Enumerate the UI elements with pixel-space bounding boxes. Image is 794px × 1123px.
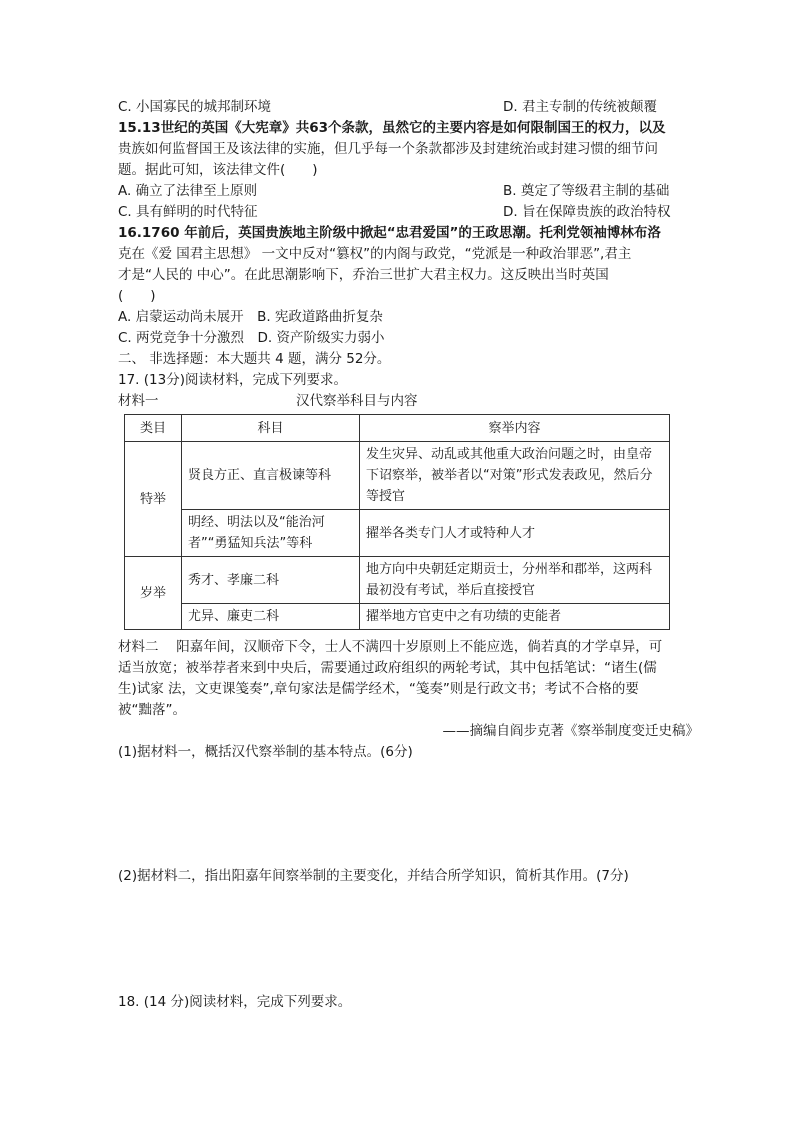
q16-stem-line-1: 16.1760 年前后，英国贵族地主阶级中掀起“忠君爱国”的王政思潮。托利党领袖博林布洛: [118, 225, 661, 241]
q18-intro: 18. (14 分)阅读材料，完成下列要求。: [118, 994, 352, 1010]
q15-option-a: A. 确立了法律至上原则: [118, 183, 258, 199]
q15-option-b: B. 奠定了等级君主制的基础: [503, 183, 670, 199]
table-cell-subject: 尤异、廉吏二科: [182, 604, 360, 630]
table-group-special: 特举: [125, 442, 182, 557]
material2-line-1: 材料二 阳嘉年间，汉顺帝下令，士人不满四十岁原则上不能应选，倘若真的才学卓异，可: [118, 639, 663, 655]
q15-options-ab: [118, 181, 670, 201]
section2-heading: 二、 非选择题：本大题共 4 题，满分 52分。: [118, 351, 391, 367]
table-cell-content: 擢举各类专门人才或特种人才: [360, 510, 670, 557]
table-row: [125, 510, 670, 557]
table-header-subject: 科目: [182, 415, 360, 442]
q17-intro: 17. (13分)阅读材料，完成下列要求。: [118, 372, 347, 388]
material1-header: [118, 391, 418, 411]
table-cell-subject: 明经、明法以及“能治河者”“勇猛知兵法”等科: [182, 510, 360, 557]
q14-option-d: D. 君主专制的传统被颠覆: [503, 99, 657, 115]
q16-stem-line-3: 才是“人民的 中心”。在此思潮影响下，乔治三世扩大君主权力。这反映出当时英国: [118, 267, 609, 283]
table-row: [125, 557, 670, 604]
q17-subquestion-2: (2)据材料二，指出阳嘉年间察举制的主要变化，并结合所学知识，简析其作用。(7分): [118, 868, 629, 884]
material2-source: ——摘编自阎步克著《察举制度变迁史稿》: [442, 723, 699, 739]
table-cell-content: 地方向中央朝廷定期贡士，分州举和郡举，这两科最初没有考试，举后直接授官: [360, 557, 670, 604]
q15-option-d: D. 旨在保障贵族的政治特权: [503, 204, 671, 220]
exam-table: [124, 414, 670, 630]
table-header-content: 察举内容: [360, 415, 670, 442]
material1-label: 材料一: [118, 393, 159, 409]
table-cell-content: 发生灾异、动乱或其他重大政治问题之时，由皇帝下诏察举，被举者以“对策”形式发表政见，然后分等授官: [360, 442, 670, 510]
table-group-annual: 岁举: [125, 557, 182, 630]
material2-line-4: 被“黜落”。: [118, 702, 186, 718]
material2-line-2: 适当放宽；被举荐者来到中央后，需要通过政府组织的两轮考试，其中包括笔试：“诸生(儒: [118, 660, 657, 676]
q16-options-ab: A. 启蒙运动尚未展开 B. 宪政道路曲折复杂: [118, 309, 383, 325]
table-row: [125, 604, 670, 630]
q15-options-cd: [118, 202, 671, 222]
q14-option-c: C. 小国寡民的城邦制环境: [118, 99, 272, 115]
q15-stem-line-1: 15.13世纪的英国《大宪章》共63个条款，虽然它的主要内容是如何限制国王的权力，以及: [118, 120, 666, 136]
q15-stem-line-2: 贵族如何监督国王及该法律的实施，但几乎每一个条款都涉及封建统治或封建习惯的细节问: [118, 141, 658, 157]
material2-line-3: 生)试家 法，文吏课笺奏”,章句家法是儒学经术，“笺奏”则是行政文书；考试不合格的要: [118, 681, 639, 697]
q16-options-cd: C. 两党竞争十分激烈 D. 资产阶级实力弱小: [118, 330, 385, 346]
q16-stem-line-4: ( ): [118, 288, 156, 304]
material1-title: 汉代察举科目与内容: [296, 393, 418, 409]
table-cell-content: 擢举地方官吏中之有功绩的吏能者: [360, 604, 670, 630]
q17-subquestion-1: (1)据材料一，概括汉代察举制的基本特点。(6分): [118, 744, 413, 760]
table-header-row: [125, 415, 670, 442]
table-cell-subject: 贤良方正、直言极谏等科: [182, 442, 360, 510]
q16-stem-line-2: 克在《爱 国君主思想》 一文中反对“篡权”的内阁与政党，“党派是一种政治罪恶”,君主: [118, 246, 632, 262]
q15-option-c: C. 具有鲜明的时代特征: [118, 204, 258, 220]
q14-options-cd: [118, 97, 657, 117]
table-cell-subject: 秀才、孝廉二科: [182, 557, 360, 604]
q15-stem-line-3: 题。据此可知，该法律文件( ): [118, 162, 318, 178]
table-row: [125, 442, 670, 510]
table-header-category: 类目: [125, 415, 182, 442]
